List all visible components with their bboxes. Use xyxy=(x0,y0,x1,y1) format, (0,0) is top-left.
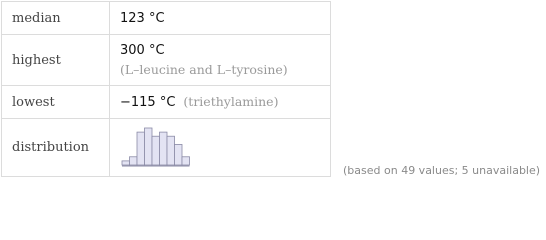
lowest-label: lowest xyxy=(2,86,110,119)
histogram-bar xyxy=(122,160,130,164)
row-lowest xyxy=(2,86,331,119)
histogram-bar xyxy=(160,132,168,165)
lowest-note: (triethylamine) xyxy=(183,94,279,109)
row-median xyxy=(2,2,331,35)
footnote: (based on 49 values; 5 unavailable) xyxy=(343,164,541,177)
distribution-histogram xyxy=(120,126,192,168)
histogram-bar xyxy=(167,136,175,165)
histogram-bar xyxy=(152,136,160,165)
histogram-bar xyxy=(175,144,183,165)
stats-table xyxy=(1,1,331,177)
highest-note: (L–leucine and L–tyrosine) xyxy=(120,62,288,77)
median-label: median xyxy=(2,2,110,35)
median-value: 123 °C xyxy=(110,2,331,35)
row-highest xyxy=(2,35,331,86)
histogram-bar xyxy=(130,156,138,164)
highest-value: 300 °C xyxy=(120,43,165,58)
histogram-wrap xyxy=(120,126,330,172)
histogram-bar xyxy=(137,132,145,165)
histogram-bar xyxy=(182,156,190,164)
row-distribution xyxy=(2,119,331,177)
distribution-label: distribution xyxy=(2,119,110,177)
highest-label: highest xyxy=(2,35,110,86)
distribution-cell xyxy=(110,119,331,177)
histogram-bar xyxy=(145,128,153,165)
lowest-value: −115 °C xyxy=(120,95,176,110)
lowest-cell xyxy=(110,86,331,119)
highest-cell xyxy=(110,35,331,86)
